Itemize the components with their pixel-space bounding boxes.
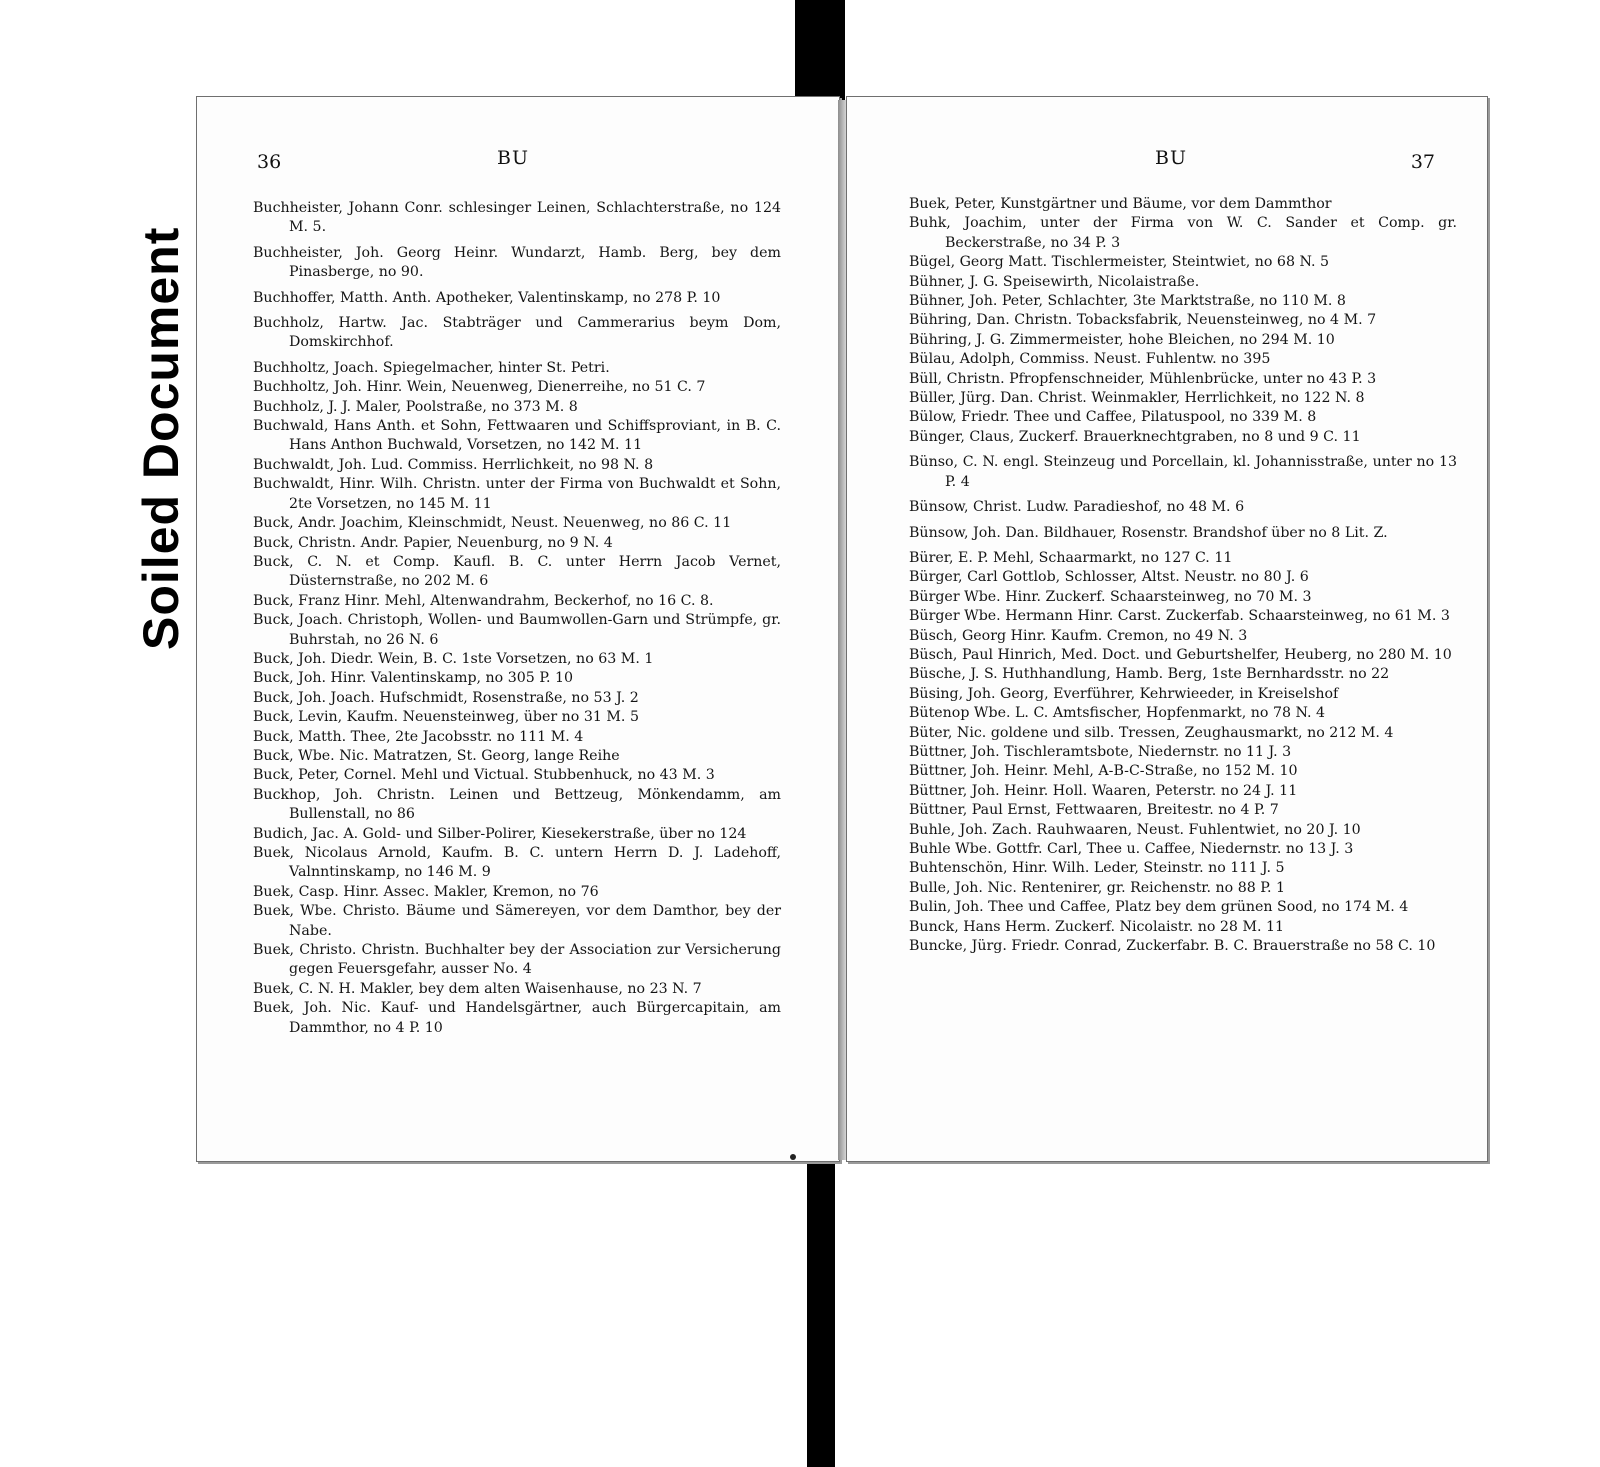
directory-entry: Büttner, Joh. Heinr. Holl. Waaren, Peterstr. no 24 J. 11: [909, 782, 1298, 799]
directory-entry: Büll, Christn. Pfropfenschneider, Mühlenbrücke, unter no 43 P. 3: [909, 370, 1377, 387]
directory-entry: Bulin, Joh. Thee und Caffee, Platz bey dem grünen Sood, no 174 M. 4: [909, 899, 1409, 916]
directory-entry: Buek, Peter, Kunstgärtner und Bäume, vor dem Dammthor: [909, 196, 1332, 212]
running-head: BU: [497, 147, 529, 169]
directory-entry: Buck, Wbe. Nic. Matratzen, St. Georg, lange Reihe: [253, 747, 620, 764]
directory-entry: Buek, Casp. Hinr. Assec. Makler, Kremon, no 76: [253, 883, 599, 900]
directory-entry: Büller, Jürg. Dan. Christ. Weinmakler, Herrlichkeit, no 122 N. 8: [909, 390, 1365, 407]
directory-entry: Bülau, Adolph, Commiss. Neust. Fuhlentw. no 395: [909, 351, 1271, 368]
soiled-document-stamp: Soiled Document: [133, 226, 189, 650]
directory-entry: Buchholz, Hartw. Jac. Stabträger und Cammerarius beym Dom, Domskirchhof.: [253, 315, 781, 351]
directory-entry: Buck, Andr. Joachim, Kleinschmidt, Neust. Neuenweg, no 86 C. 11: [253, 515, 732, 532]
directory-entry: Buck, Matth. Thee, 2te Jacobsstr. no 111 M. 4: [253, 728, 584, 745]
directory-entry: Budich, Jac. A. Gold- und Silber-Polirer, Kiesekerstraße, über no 124: [253, 825, 747, 842]
directory-entry: Büttner, Paul Ernst, Fettwaaren, Breitestr. no 4 P. 7: [909, 802, 1279, 819]
directory-entry: Büsch, Georg Hinr. Kaufm. Cremon, no 49 N. 3: [909, 627, 1248, 644]
directory-entry: Buck, Franz Hinr. Mehl, Altenwandrahm, Beckerhof, no 16 C. 8.: [253, 592, 714, 609]
directory-entry: Buchholtz, Joh. Hinr. Wein, Neuenweg, Dienerreihe, no 51 C. 7: [253, 379, 706, 396]
directory-entry: Buhle, Joh. Zach. Rauhwaaren, Neust. Fuhlentwiet, no 20 J. 10: [909, 821, 1361, 838]
directory-entry: Buck, C. N. et Comp. Kaufl. B. C. unter Herrn Jacob Vernet, Düsternstraße, no 202 M. 6: [253, 553, 781, 590]
directory-entry: Buek, C. N. H. Makler, bey dem alten Waisenhause, no 23 N. 7: [253, 980, 702, 997]
directory-entry: Buck, Joach. Christoph, Wollen- und Baumwollen-Garn und Strümpfe, gr. Buhrstah, no 26 N. 6: [253, 612, 781, 648]
directory-entry: Bulle, Joh. Nic. Rentenirer, gr. Reichenstr. no 88 P. 1: [909, 879, 1286, 896]
directory-entry: Bühring, J. G. Zimmermeister, hohe Bleichen, no 294 M. 10: [909, 331, 1335, 348]
ink-spot: [790, 1154, 796, 1160]
running-head: BU: [1155, 147, 1187, 169]
directory-entry: Buck, Joh. Diedr. Wein, B. C. 1ste Vorsetzen, no 63 M. 1: [253, 650, 654, 667]
directory-entry: Buchheister, Joh. Georg Heinr. Wundarzt, Hamb. Berg, bey dem Pinasberge, no 90.: [253, 244, 781, 281]
directory-entry: Buhtenschön, Hinr. Wilh. Leder, Steinstr. no 111 J. 5: [909, 860, 1285, 877]
directory-entry: Bünger, Claus, Zuckerf. Brauerknechtgraben, no 8 und 9 C. 11: [909, 428, 1361, 445]
directory-entries: [253, 199, 781, 1038]
directory-entry: Buck, Levin, Kaufm. Neuensteinweg, über no 31 M. 5: [253, 709, 639, 726]
directory-entry: Buhk, Joachim, unter der Firma von W. C. Sander et Comp. gr. Beckerstraße, no 34 P. 3: [909, 215, 1457, 251]
directory-entry: Bürger, Carl Gottlob, Schlosser, Altst. Neustr. no 80 J. 6: [909, 569, 1309, 586]
directory-entry: Buek, Nicolaus Arnold, Kaufm. B. C. untern Herrn D. J. Ladehoff, Valnntinskamp, no 146 M. 9: [253, 845, 781, 881]
directory-entry: Buek, Wbe. Christo. Bäume und Sämereyen, vor dem Damthor, bey der Nabe.: [253, 903, 781, 939]
directory-entry: Bürger Wbe. Hinr. Zuckerf. Schaarsteinweg, no 70 M. 3: [909, 588, 1312, 605]
directory-entry: Bütenop Wbe. L. C. Amtsfischer, Hopfenmarkt, no 78 N. 4: [909, 705, 1326, 722]
directory-entry: Buchwald, Hans Anth. et Sohn, Fettwaaren und Schiffsproviant, in B. C. Hans Anthon Buchwald, Vorsetzen, no 142 M. 11: [253, 418, 781, 454]
directory-entry: Büsche, J. S. Huthhandlung, Hamb. Berg, 1ste Bernhardsstr. no 22: [909, 666, 1390, 683]
directory-entry: Bünso, C. N. engl. Steinzeug und Porcellain, kl. Johannisstraße, unter no 13 P. 4: [909, 454, 1457, 490]
binding-strip-bottom: [807, 1160, 835, 1467]
directory-entry: Buchholtz, Joach. Spiegelmacher, hinter St. Petri.: [253, 359, 610, 376]
directory-entry: Büsing, Joh. Georg, Everführer, Kehrwieeder, in Kreiselshof: [909, 685, 1339, 702]
left-page: [196, 96, 840, 1162]
directory-entry: Buhle Wbe. Gottfr. Carl, Thee u. Caffee, Niedernstr. no 13 J. 3: [909, 841, 1354, 857]
directory-entry: Buek, Christo. Christn. Buchhalter bey der Association zur Versicherung gegen Feuersgefahr, ausser No. 4: [253, 942, 781, 978]
directory-entry: Buchhoffer, Matth. Anth. Apotheker, Valentinskamp, no 278 P. 10: [253, 289, 721, 306]
page-number: 37: [1410, 151, 1435, 173]
page-number: 36: [257, 151, 282, 173]
directory-entry: Bülow, Friedr. Thee und Caffee, Pilatuspool, no 339 M. 8: [909, 409, 1317, 426]
directory-entry: Bünsow, Christ. Ludw. Paradieshof, no 48 M. 6: [909, 499, 1245, 516]
directory-entry: Buchholz, J. J. Maler, Poolstraße, no 373 M. 8: [253, 398, 578, 415]
directory-entry: Bügel, Georg Matt. Tischlermeister, Steintwiet, no 68 N. 5: [909, 254, 1330, 271]
directory-entry: Buck, Joh. Joach. Hufschmidt, Rosenstraße, no 53 J. 2: [253, 689, 639, 706]
directory-entry: Bürger Wbe. Hermann Hinr. Carst. Zuckerfab. Schaarsteinweg, no 61 M. 3: [909, 608, 1450, 625]
directory-entry: Büttner, Joh. Tischleramtsbote, Niedernstr. no 11 J. 3: [909, 743, 1292, 760]
directory-entry: Bürer, E. P. Mehl, Schaarmarkt, no 127 C. 11: [909, 549, 1233, 566]
directory-entry: Buchwaldt, Hinr. Wilh. Christn. unter der Firma von Buchwaldt et Sohn, 2te Vorsetzen, no 145 M. 11: [253, 476, 781, 512]
book-gutter: [838, 100, 846, 1160]
directory-entry: Büsch, Paul Hinrich, Med. Doct. und Geburtshelfer, Heuberg, no 280 M. 10: [909, 646, 1452, 663]
directory-entry: Buck, Joh. Hinr. Valentinskamp, no 305 P. 10: [253, 670, 574, 687]
directory-entry: Buck, Peter, Cornel. Mehl und Victual. Stubbenhuck, no 43 M. 3: [253, 767, 715, 784]
directory-entry: Büter, Nic. goldene und silb. Tressen, Zeughausmarkt, no 212 M. 4: [909, 724, 1394, 741]
directory-entry: Buek, Joh. Nic. Kauf- und Handelsgärtner, auch Bürgercapitain, am Dammthor, no 4 P. 10: [253, 1000, 781, 1036]
directory-entry: Buckhop, Joh. Christn. Leinen und Bettzeug, Mönkendamm, am Bullenstall, no 86: [253, 786, 781, 823]
directory-entry: Bünsow, Joh. Dan. Bildhauer, Rosenstr. Brandshof über no 8 Lit. Z.: [909, 524, 1388, 541]
directory-entry: Buchwaldt, Joh. Lud. Commiss. Herrlichkeit, no 98 N. 8: [253, 456, 654, 473]
directory-entry: Buchheister, Johann Conr. schlesinger Leinen, Schlachterstraße, no 124 M. 5.: [253, 200, 781, 236]
directory-entry: Bühner, Joh. Peter, Schlachter, 3te Marktstraße, no 110 M. 8: [909, 293, 1346, 310]
directory-entry: Bühring, Dan. Christn. Tobacksfabrik, Neuensteinweg, no 4 M. 7: [909, 312, 1377, 329]
directory-entry: Buncke, Jürg. Friedr. Conrad, Zuckerfabr. B. C. Brauerstraße no 58 C. 10: [909, 938, 1436, 955]
directory-entry: Bunck, Hans Herm. Zuckerf. Nicolaistr. no 28 M. 11: [909, 918, 1285, 935]
right-page: [846, 96, 1488, 1162]
directory-entries: [909, 195, 1457, 956]
directory-entry: Buck, Christn. Andr. Papier, Neuenburg, no 9 N. 4: [253, 534, 613, 551]
directory-entry: Bühner, J. G. Speisewirth, Nicolaistraße.: [909, 273, 1200, 290]
directory-entry: Büttner, Joh. Heinr. Mehl, A-B-C-Straße, no 152 M. 10: [909, 763, 1298, 780]
